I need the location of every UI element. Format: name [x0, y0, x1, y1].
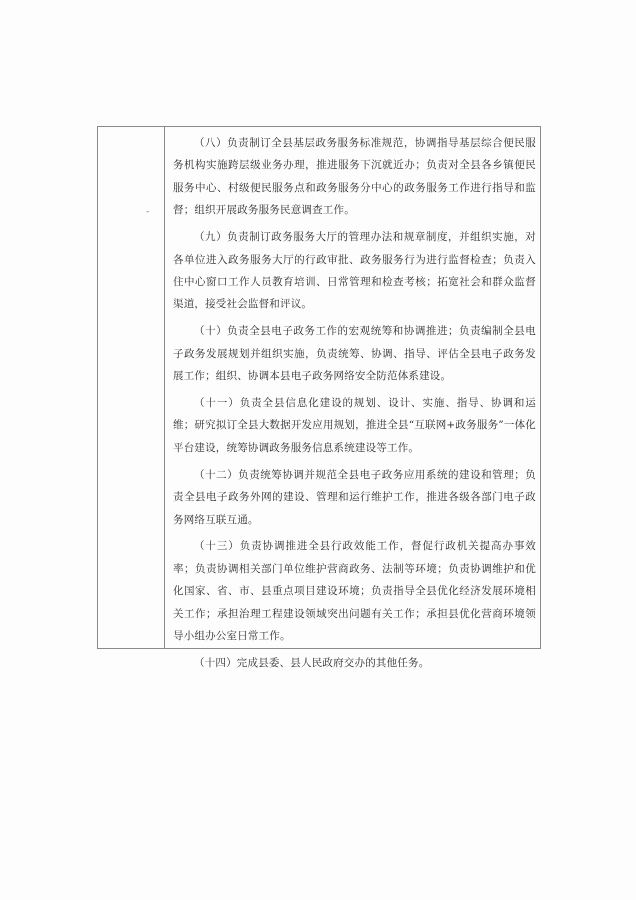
duty-item-8: （八）负责制订全县基层政务服务标准规范，协调指导基层综合便民服务机构实施跨层级业务办理，推进服务下沉就近办；负责对全县各乡镇便民服务中心、村级便民服务点和政务服务分中心的政务服务工作进行指导和监督；组织开展政务服务民意调查工作。 — [173, 137, 536, 217]
duty-item-12: （十二）负责统筹协调并规范全县电子政务应用系统的建设和管理；负责全县电子政务外网的建设、管理和运行维护工作，推进各级各部门电子政务网络互联互通。 — [173, 468, 536, 526]
duty-table — [97, 126, 541, 669]
duty-item-11: （十一）负责全县信息化建设的规划、设计、实施、指导、协调和运维；研究拟订全县大数据开发应用规划，推进全县“互联网+政务服务”一体化平台建设，统筹协调政务服务信息系统建设等工作。 — [173, 396, 536, 454]
margin-mark: - — [146, 207, 150, 217]
duty-item-9: （九）负责制订政务服务大厅的管理办法和规章制度，并组织实施，对各单位进入政务服务大厅的行政审批、政务服务行为进行监督检查；负责入住中心窗口工作人员教育培训、日常管理和检查考核；拓宽社会和群众监督渠道，接受社会监督和评议。 — [173, 231, 536, 311]
duty-item-13: （十三）负责协调推进全县行政效能工作，督促行政机关提高办事效率；负责协调相关部门单位维护营商政务、法制等环境；负责协调维护和优化国家、省、市、县重点项目建设环境；负责指导全县优化经济发展环境相关工作；承担治理工程建设领域突出问题有关工作；承担县优化营商环境领导小组办公室日常工作。 — [173, 540, 536, 643]
duty-item-10: （十）负责全县电子政务工作的宏观统筹和协调推进；负责编制全县电子政务发展规划并组织实施，负责统筹、协调、指导、评估全县电子政务发展工作；组织、协调本县电子政务网络安全防范体系建设。 — [173, 325, 536, 383]
table-content-cell — [173, 132, 536, 679]
duty-item-14: （十四）完成县委、县人民政府交办的其他任务。 — [194, 656, 430, 669]
table-label-column — [98, 127, 165, 648]
